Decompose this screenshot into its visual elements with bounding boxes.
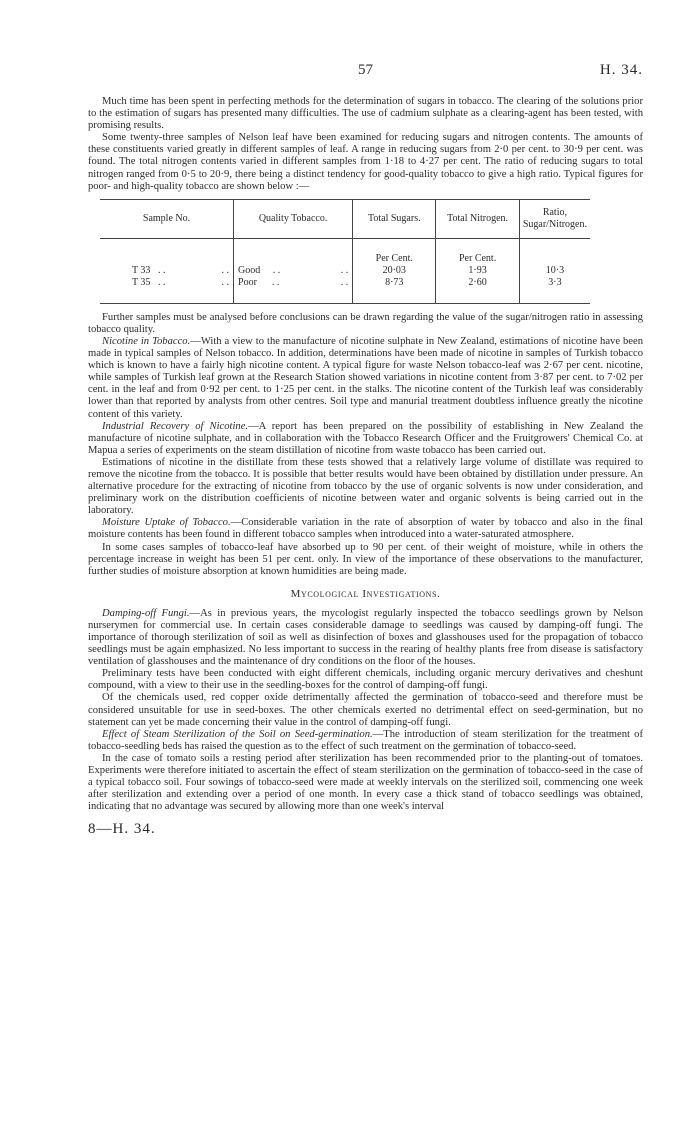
document-reference: H. 34. [599, 62, 643, 78]
nitrogen-cell: 2·60 [436, 277, 520, 304]
col-header-sample: Sample No. [100, 199, 234, 238]
sample-cell: T 35 . . . . [100, 277, 234, 304]
paragraph-moisture-results: In some cases samples of tobacco-leaf have absorbed up to 90 per cent. of their weight of moisture, while in others the percentage increase in weight has been 51 per cent. only. In view of the importance of these observations to the manufacturer, further studies of moisture absorption at known humidities are being made. [88, 541, 643, 577]
paragraph-moisture: Moisture Uptake of Tobacco.—Considerable variation in the rate of absorption of water by tobacco and also in the final moisture contents has been found in different tobacco samples when introduced into a water-saturated atmosphere. [88, 517, 643, 541]
unit-cell [100, 238, 234, 265]
ratio-cell: 3·3 [519, 277, 590, 304]
nitrogen-cell: 1·93 [436, 265, 520, 277]
table-header-row [100, 199, 590, 238]
page-footer-signature: 8—H. 34. [88, 821, 156, 838]
subheading-moisture: Moisture Uptake of Tobacco. [102, 517, 231, 529]
ratio-cell: 10·3 [545, 264, 565, 276]
unit-cell [519, 238, 590, 265]
unit-cell: Per Cent. [436, 238, 520, 265]
table-row [100, 265, 590, 277]
paragraph-nelson-leaf: Some twenty-three samples of Nelson leaf have been examined for reducing sugars and nitrogen contents. The amounts of these constituents varied greatly in different samples of leaf. A range in reducing sugars from 2·0 per cent. to 30·9 per cent. was found. The total nitrogen contents varied in different samples from 1·18 to 4·27 per cent. The ratio of reducing sugars to total nitrogen ranged from 0·5 to 20·9, there being a distinct tendency for good-quality tobacco to give a high ratio. Typical figures for poor- and high-quality tobacco are shown below :— [88, 132, 643, 192]
document-page [88, 62, 643, 838]
page-number: 57 [358, 62, 373, 78]
sugar-nitrogen-table [100, 199, 590, 304]
subheading-damping-off: Damping-off Fungi. [102, 607, 190, 619]
unit-cell: Per Cent. [353, 238, 436, 265]
col-header-quality: Quality Tobacco. [234, 199, 353, 238]
paragraph-chemicals: Of the chemicals used, red copper oxide detrimentally affected the germination of tobacco-seed and therefore must be considered unsuitable for use in seed-boxes. The other chemicals exerted no detrimental effect on seed-germination, but no statement can yet be made concerning their value in the control of damping-off fungi. [88, 692, 643, 728]
paragraph-nicotine: Nicotine in Tobacco.—With a view to the manufacture of nicotine sulphate in New Zealand, estimations of nicotine have been made in typical samples of Nelson tobacco. In addition, determinations have been made of nicotine in samples of Turkish tobacco which is known to have a fairly high nicotine content. A typical figure for waste Nelson tobacco-leaf was 2·67 per cent. nicotine, while samples of Turkish leaf grown at the Research Station showed variations in nicotine content from 3·87 per cent. to 7·02 per cent. in the leaf and from 0·92 per cent. to 1·25 per cent. in the stalks. The nicotine content of the Turkish leaf was considerably lower than that reported by analysts from other centres. Soil type and manurial treatment doubtless influence greatly the nicotine content of this variety. [88, 335, 643, 420]
section-heading: Mycological Investigations. [290, 587, 441, 600]
table-row [100, 277, 590, 304]
paragraph-tomato-soils: In the case of tomato soils a resting period after sterilization has been recommended prior to the planting-out of tomatoes. Experiments were therefore initiated to ascertain the effect of steam sterilization on the germination of tobacco-seed in the case of a typical tobacco soil. Four sowings of tobacco-seed were made at weekly intervals on the sterilized soil, commencing one week after sterilization and extending over a period of one month. In every case a thick stand of tobacco seedlings was obtained, indicating that no advantage was secured by allowing more than one week's interval [88, 752, 643, 813]
col-header-ratio: Ratio, Sugar/Nitrogen. [519, 199, 590, 238]
subheading-nicotine: Nicotine in Tobacco. [102, 335, 191, 347]
subheading-industrial-recovery: Industrial Recovery of Nicotine. [102, 420, 249, 432]
sugars-cell: 20·03 [353, 265, 436, 277]
paragraph-sugar-methods: Much time has been spent in perfecting methods for the determination of sugars in tobacco. The clearing of the solutions prior to the estimation of sugars has presented many difficulties. The use of cadmium sulphate as a clearing-agent has been tested, with promising results. [88, 96, 643, 132]
sugars-cell: 8·73 [353, 277, 436, 304]
quality-cell: Good . . . . [234, 265, 353, 277]
col-header-sugars: Total Sugars. [353, 199, 436, 238]
table-units-row [100, 238, 590, 265]
paragraph-further-samples: Further samples must be analysed before conclusions can be drawn regarding the value of the sugar/nitrogen ratio in assessing tobacco quality. [88, 311, 643, 335]
page-header [88, 62, 643, 84]
paragraph-steam-sterilization: Effect of Steam Sterilization of the Soil on Seed-germination.—The introduction of steam sterilization for the treatment of tobacco-seedling beds has raised the question as to the effect of such treatment on the germination of tobacco-seed. [88, 728, 643, 752]
unit-cell [234, 238, 353, 265]
col-header-nitrogen: Total Nitrogen. [436, 199, 520, 238]
paragraph-industrial-recovery: Industrial Recovery of Nicotine.—A report has been prepared on the possibility of establishing in New Zealand the manufacture of nicotine sulphate, and in collaboration with the Tobacco Research Officer and the Fruitgrowers' Chemical Co. at Mapua a series of experiments on the steam distillation of nicotine from waste tobacco has been carried out. [88, 420, 643, 456]
paragraph-preliminary-tests: Preliminary tests have been conducted with eight different chemicals, including organic mercury derivatives and cheshunt compound, with a view to their use in the seedling-boxes for the control of damping-off fungi. [88, 668, 643, 692]
subheading-steam-sterilization: Effect of Steam Sterilization of the Soil on Seed-germination. [102, 728, 373, 740]
sample-cell: T 33 . . . . [100, 265, 234, 277]
quality-cell: Poor . . . . [234, 277, 353, 304]
paragraph-damping-off: Damping-off Fungi.—As in previous years, the mycologist regularly inspected the tobacco seedlings grown by Nelson nurserymen for commercial use. In certain cases considerable damage to seedlings was caused by damping-off fungi. The importance of thorough sterilization of soil as well as disinfection of boxes and glasshouses used for the propagation of tobacco seedlings must be again emphasized. No less important to success in the rearing of healthy plants free from disease is satisfactory ventilation of glasshouses and the maintenance of dry conditions on the floor of the houses. [88, 607, 643, 668]
paragraph-distillate: Estimations of nicotine in the distillate from these tests showed that a relatively large volume of distillate was required to remove the nicotine from the tobacco. It is possible that better results would have been obtained by distillation under pressure. An alternative procedure for the extracting of nicotine from tobacco by the use of organic solvents is now under consideration, and preliminary work on the distribution coefficients of nicotine between water and organic solvents is being carried out in the laboratory. [88, 456, 643, 517]
